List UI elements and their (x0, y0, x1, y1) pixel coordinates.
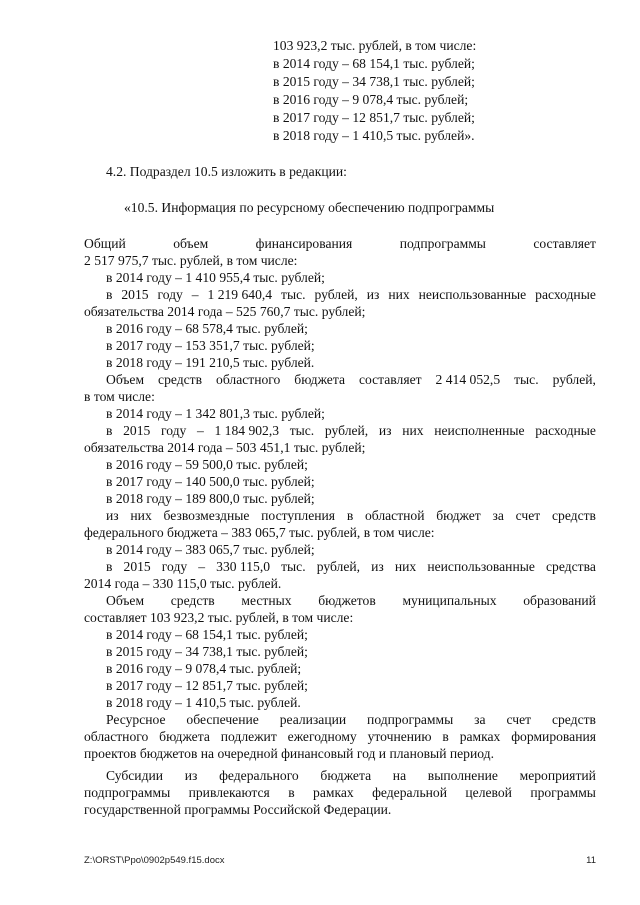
word: из (371, 559, 384, 574)
word: счет (506, 712, 532, 727)
word: рублей, (314, 287, 358, 302)
top-year-2016: в 2016 году – 9 078,4 тыс. рублей; (273, 92, 469, 107)
regional-2015-line-1 (106, 422, 596, 439)
word: 2015 (123, 423, 151, 438)
word: бюджета (294, 372, 345, 387)
word: федеральной (372, 785, 447, 800)
word: 2 414 052,5 (435, 372, 501, 387)
word: рублей, (316, 559, 361, 574)
word: мероприятий (519, 768, 596, 783)
federal-2015-line-2: 2014 года – 330 115,0 тыс. рублей. (84, 576, 282, 591)
total-2014: в 2014 году – 1 410 955,4 тыс. рублей; (106, 270, 325, 285)
top-year-2015: в 2015 году – 34 738,1 тыс. рублей; (273, 74, 475, 89)
subsidy-line-2 (84, 784, 596, 801)
word: в (106, 423, 113, 438)
total-2016: в 2016 году – 68 578,4 тыс. рублей; (106, 321, 308, 336)
word: них (394, 559, 417, 574)
regional-2016: в 2016 году – 59 500,0 тыс. рублей; (106, 457, 308, 472)
word: 2015 (123, 559, 151, 574)
word: областного (84, 729, 149, 744)
word: рамках (459, 729, 501, 744)
top-year-2014: в 2014 году – 68 154,1 тыс. рублей; (273, 56, 475, 71)
word: тыс. (281, 559, 306, 574)
word: тыс. (289, 423, 315, 438)
subsidy-line-3: государственной программы Российской Федерации. (84, 802, 392, 817)
word: тыс. (514, 372, 539, 387)
word: на (392, 768, 407, 783)
word: подпрограммы (399, 236, 486, 251)
total-2015-line-2: обязательства 2014 года – 525 760,7 тыс. рублей; (84, 304, 366, 319)
resource-line-2 (84, 728, 596, 745)
total-2018: в 2018 году – 191 210,5 тыс. рублей. (106, 355, 315, 370)
word: поступления (261, 508, 336, 523)
word: в (442, 729, 449, 744)
total-line-1 (84, 235, 596, 252)
word: из (184, 768, 198, 783)
local-line-1 (106, 592, 596, 609)
word: реализации (279, 712, 347, 727)
word: расходные (535, 423, 596, 438)
word: из (366, 287, 380, 302)
word: 1 219 640,4 (207, 287, 273, 302)
word: целевой (465, 785, 512, 800)
regional-2015-line-2: обязательства 2014 года – 503 451,1 тыс. рублей; (84, 440, 366, 455)
word: областного (216, 372, 281, 387)
top-year-2017: в 2017 году – 12 851,7 тыс. рублей; (273, 110, 475, 125)
local-line-2: составляет 103 923,2 тыс. рублей, в том числе: (84, 610, 354, 625)
footer-page-number: 11 (586, 855, 596, 866)
word: неиспользованные (427, 559, 535, 574)
word: за (474, 712, 486, 727)
word: бюджетов (318, 593, 376, 608)
item-4-2: 4.2. Подраздел 10.5 изложить в редакции: (106, 164, 347, 179)
word: 1 184 902,3 (214, 423, 280, 438)
federal-2015-line-1 (106, 558, 596, 575)
word: обеспечение (186, 712, 259, 727)
word: составляет (358, 372, 422, 387)
word: привлекаются (188, 785, 270, 800)
word: из (106, 508, 119, 523)
regional-line-2: в том числе: (84, 389, 155, 404)
word: уточнению (367, 729, 432, 744)
word: в (106, 559, 113, 574)
word: бюджет (436, 508, 481, 523)
word: Объем (106, 593, 145, 608)
word: выполнение (427, 768, 498, 783)
local-2015: в 2015 году – 34 738,1 тыс. рублей; (106, 644, 308, 659)
word: в (106, 287, 113, 302)
total-line-2: 2 517 975,7 тыс. рублей, в том числе: (84, 253, 298, 268)
word: из (378, 423, 392, 438)
word: них (130, 508, 152, 523)
federal-line-2: федерального бюджета – 383 065,7 тыс. рублей, в том числе: (84, 525, 435, 540)
subsidy-line-1 (106, 767, 596, 784)
word: – (198, 559, 206, 574)
word: безвозмездные (163, 508, 250, 523)
local-2017: в 2017 году – 12 851,7 тыс. рублей; (106, 678, 308, 693)
word: 2015 (121, 287, 149, 302)
word: бюджета (320, 768, 372, 783)
word: финансирования (255, 236, 353, 251)
word: тыс. (281, 287, 306, 302)
word: бюджета (159, 729, 210, 744)
word: в (288, 785, 295, 800)
word: средств (170, 593, 215, 608)
word: средств (158, 372, 203, 387)
local-2018: в 2018 году – 1 410,5 тыс. рублей. (106, 695, 301, 710)
word: местных (241, 593, 292, 608)
regional-2017: в 2017 году – 140 500,0 тыс. рублей; (106, 474, 315, 489)
local-2014: в 2014 году – 68 154,1 тыс. рублей; (106, 627, 308, 642)
regional-line-1 (106, 371, 596, 388)
word: них (402, 423, 424, 438)
word: – (196, 423, 204, 438)
word: подпрограммы (367, 712, 454, 727)
top-year-2018: в 2018 году – 1 410,5 тыс. рублей». (273, 128, 475, 143)
regional-2014: в 2014 году – 1 342 801,3 тыс. рублей; (106, 406, 325, 421)
word: ежегодному (287, 729, 357, 744)
word: Ресурсное (106, 712, 166, 727)
word: средства (546, 559, 596, 574)
word: в (346, 508, 354, 523)
word: расходные (535, 287, 596, 302)
word: федерального (219, 768, 299, 783)
word: составляет (533, 236, 596, 251)
local-2016: в 2016 году – 9 078,4 тыс. рублей; (106, 661, 302, 676)
section-heading: «10.5. Информация по ресурсному обеспечению подпрограммы (124, 200, 495, 215)
word: подлежит (220, 729, 277, 744)
word: – (191, 287, 199, 302)
word: неисполненные (434, 423, 525, 438)
top-summary-line: 103 923,2 тыс. рублей, в том числе: (273, 38, 477, 53)
word: программы (530, 785, 596, 800)
word: средств (551, 508, 596, 523)
word: средств (551, 712, 596, 727)
word: рублей, (324, 423, 369, 438)
total-2015-line-1 (106, 286, 596, 303)
resource-line-1 (106, 711, 596, 728)
word: образований (523, 593, 596, 608)
word: областной (364, 508, 425, 523)
word: счет (515, 508, 541, 523)
word: рамках (313, 785, 354, 800)
word: Общий (84, 236, 126, 251)
regional-2018: в 2018 году – 189 800,0 тыс. рублей; (106, 491, 315, 506)
word: муниципальных (402, 593, 497, 608)
word: 330 115,0 (216, 559, 271, 574)
word: Субсидии (106, 768, 164, 783)
word: рублей, (552, 372, 596, 387)
word: них (388, 287, 410, 302)
word: формирования (511, 729, 596, 744)
total-2017: в 2017 году – 153 351,7 тыс. рублей; (106, 338, 315, 353)
word: году (161, 559, 188, 574)
word: году (157, 287, 183, 302)
word: Объем (106, 372, 145, 387)
resource-line-3: проектов бюджетов на очередной финансовый год и плановый период. (84, 746, 494, 761)
federal-line-1 (106, 507, 596, 524)
footer-file-path: Z:\ORST\Ppo\0902p549.f15.docx (84, 855, 225, 866)
word: году (160, 423, 187, 438)
word: подпрограммы (84, 785, 171, 800)
word: за (492, 508, 504, 523)
word: объем (173, 236, 209, 251)
word: неиспользованные (418, 287, 527, 302)
federal-2014: в 2014 году – 383 065,7 тыс. рублей; (106, 542, 315, 557)
